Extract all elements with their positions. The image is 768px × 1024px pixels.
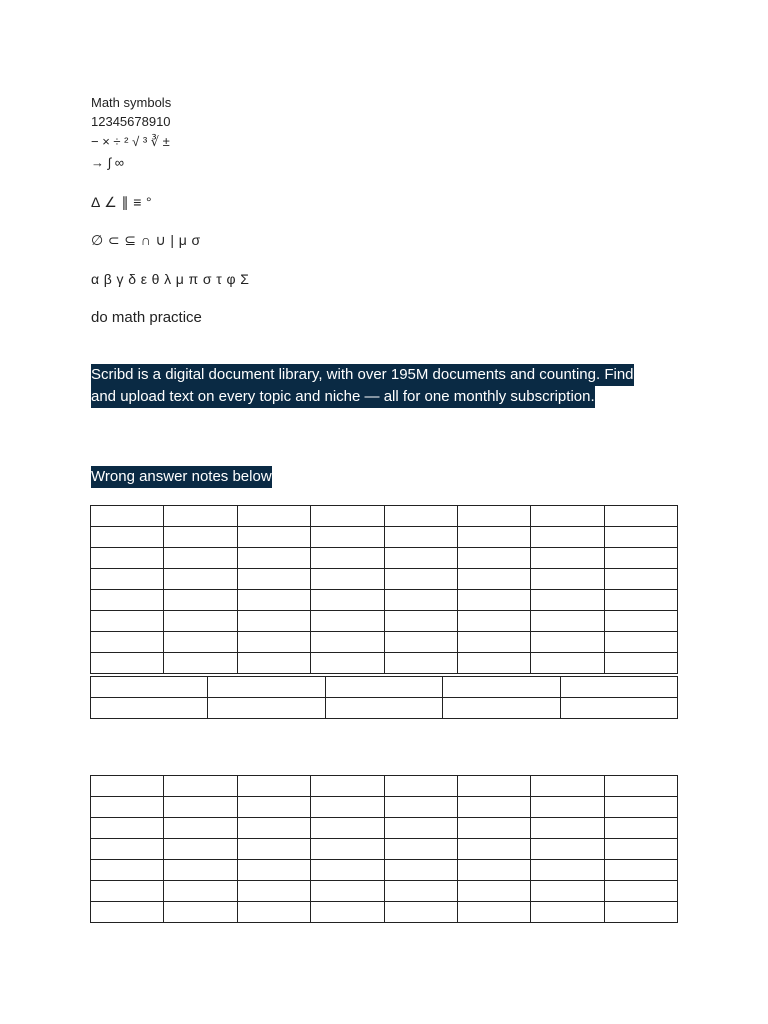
table-row bbox=[91, 632, 678, 653]
table-cell bbox=[604, 611, 677, 632]
table-cell bbox=[384, 548, 457, 569]
table-cell bbox=[384, 653, 457, 674]
table-cell bbox=[604, 776, 677, 797]
table-cell bbox=[164, 818, 237, 839]
table-cell bbox=[311, 776, 384, 797]
section-heading bbox=[91, 469, 272, 484]
table-cell bbox=[237, 653, 310, 674]
table-cell bbox=[311, 881, 384, 902]
table-row bbox=[91, 839, 678, 860]
table-cell bbox=[604, 860, 677, 881]
table-cell bbox=[531, 569, 604, 590]
table-cell bbox=[457, 527, 530, 548]
table-cell bbox=[560, 698, 677, 719]
table-cell bbox=[604, 818, 677, 839]
table-cell bbox=[384, 776, 457, 797]
wrong-answer-table-2 bbox=[90, 775, 678, 923]
table-cell bbox=[91, 653, 164, 674]
digits-line: 12345678910 bbox=[91, 114, 171, 129]
table-cell bbox=[164, 653, 237, 674]
table-cell bbox=[237, 611, 310, 632]
table-cell bbox=[457, 569, 530, 590]
table-cell bbox=[531, 902, 604, 923]
table-cell bbox=[91, 548, 164, 569]
table-cell bbox=[237, 881, 310, 902]
table-cell bbox=[384, 839, 457, 860]
table-cell bbox=[164, 902, 237, 923]
table-row bbox=[91, 776, 678, 797]
table-cell bbox=[164, 839, 237, 860]
table-cell bbox=[237, 818, 310, 839]
table-cell bbox=[164, 506, 237, 527]
table-cell bbox=[604, 569, 677, 590]
table-cell bbox=[531, 881, 604, 902]
table-cell bbox=[531, 590, 604, 611]
table-cell bbox=[237, 839, 310, 860]
table-cell bbox=[311, 506, 384, 527]
table-cell bbox=[91, 590, 164, 611]
table-cell bbox=[91, 797, 164, 818]
table-row bbox=[91, 860, 678, 881]
table-cell bbox=[457, 506, 530, 527]
highlighted-paragraph-line-2 bbox=[91, 389, 595, 404]
table-cell bbox=[384, 902, 457, 923]
table-row bbox=[91, 698, 678, 719]
table-cell bbox=[384, 818, 457, 839]
table-cell bbox=[237, 548, 310, 569]
table-cell bbox=[91, 698, 208, 719]
table-cell bbox=[325, 677, 442, 698]
table-cell bbox=[443, 698, 560, 719]
table-cell bbox=[384, 881, 457, 902]
table-cell bbox=[384, 590, 457, 611]
table-cell bbox=[531, 632, 604, 653]
set-symbols-line: ∅ ⊂ ⊆ ∩ ∪ | μ σ bbox=[91, 232, 201, 248]
table-cell bbox=[91, 902, 164, 923]
table-cell bbox=[91, 860, 164, 881]
table-cell bbox=[604, 902, 677, 923]
table-cell bbox=[457, 611, 530, 632]
table-cell bbox=[311, 653, 384, 674]
table-cell bbox=[91, 818, 164, 839]
highlight-text: Scribd is a digital document library, with over 195M documents and counting. Find bbox=[91, 364, 634, 386]
table-cell bbox=[91, 677, 208, 698]
table-cell bbox=[384, 569, 457, 590]
table-cell bbox=[384, 632, 457, 653]
table-cell bbox=[237, 902, 310, 923]
table-cell bbox=[457, 776, 530, 797]
table-cell bbox=[531, 860, 604, 881]
table-cell bbox=[164, 527, 237, 548]
table-cell bbox=[604, 548, 677, 569]
table-cell bbox=[237, 590, 310, 611]
table-cell bbox=[237, 632, 310, 653]
table-cell bbox=[604, 590, 677, 611]
table-cell bbox=[604, 881, 677, 902]
table-cell bbox=[457, 653, 530, 674]
table-cell bbox=[164, 881, 237, 902]
table-cell bbox=[311, 527, 384, 548]
table-cell bbox=[384, 797, 457, 818]
table-cell bbox=[531, 611, 604, 632]
table-cell bbox=[91, 776, 164, 797]
table-cell bbox=[457, 797, 530, 818]
table-cell bbox=[531, 653, 604, 674]
table-row bbox=[91, 677, 678, 698]
table-cell bbox=[604, 797, 677, 818]
table-cell bbox=[164, 590, 237, 611]
table-cell bbox=[164, 569, 237, 590]
table-cell bbox=[91, 569, 164, 590]
wrong-answer-table-1-footer bbox=[90, 676, 678, 719]
table-cell bbox=[237, 860, 310, 881]
table-cell bbox=[531, 839, 604, 860]
table-cell bbox=[457, 818, 530, 839]
table-cell bbox=[457, 839, 530, 860]
highlight-text: Wrong answer notes below bbox=[91, 466, 272, 488]
table-cell bbox=[604, 653, 677, 674]
table-cell bbox=[237, 776, 310, 797]
table-cell bbox=[311, 797, 384, 818]
table-cell bbox=[237, 569, 310, 590]
table-cell bbox=[311, 839, 384, 860]
table-row bbox=[91, 590, 678, 611]
table-cell bbox=[457, 548, 530, 569]
table-cell bbox=[164, 797, 237, 818]
table-cell bbox=[604, 839, 677, 860]
table-cell bbox=[237, 506, 310, 527]
table-cell bbox=[604, 506, 677, 527]
doc-title: Math symbols bbox=[91, 95, 172, 110]
table-row bbox=[91, 548, 678, 569]
table-cell bbox=[91, 506, 164, 527]
table-cell bbox=[164, 548, 237, 569]
calculus-symbols-line: → ∫ ∞ bbox=[91, 155, 125, 170]
table-row bbox=[91, 506, 678, 527]
table-cell bbox=[237, 527, 310, 548]
table-cell bbox=[164, 860, 237, 881]
table-cell bbox=[208, 677, 325, 698]
table-cell bbox=[604, 527, 677, 548]
wrong-answer-table-1 bbox=[90, 505, 678, 674]
table-cell bbox=[457, 902, 530, 923]
table-cell bbox=[311, 860, 384, 881]
table-row bbox=[91, 527, 678, 548]
practice-note: do math practice bbox=[91, 309, 202, 326]
table-row bbox=[91, 902, 678, 923]
highlighted-paragraph-line-1 bbox=[91, 367, 634, 382]
table-cell bbox=[311, 632, 384, 653]
table-cell bbox=[311, 590, 384, 611]
table-cell bbox=[384, 611, 457, 632]
table-cell bbox=[457, 860, 530, 881]
table-cell bbox=[531, 527, 604, 548]
table-cell bbox=[457, 881, 530, 902]
table-row bbox=[91, 611, 678, 632]
table-row bbox=[91, 569, 678, 590]
table-cell bbox=[91, 611, 164, 632]
table-cell bbox=[311, 611, 384, 632]
table-cell bbox=[164, 776, 237, 797]
table-cell bbox=[208, 698, 325, 719]
table-cell bbox=[237, 797, 310, 818]
table-row bbox=[91, 818, 678, 839]
greek-letters-line: α β γ δ ε θ λ μ π σ τ φ Σ bbox=[91, 271, 250, 287]
table-cell bbox=[531, 506, 604, 527]
table-row bbox=[91, 797, 678, 818]
table-cell bbox=[311, 818, 384, 839]
table-cell bbox=[91, 881, 164, 902]
table-cell bbox=[384, 527, 457, 548]
table-cell bbox=[531, 797, 604, 818]
table-cell bbox=[311, 902, 384, 923]
table-cell bbox=[311, 569, 384, 590]
table-cell bbox=[560, 677, 677, 698]
table-row bbox=[91, 881, 678, 902]
table-cell bbox=[457, 590, 530, 611]
table-cell bbox=[531, 776, 604, 797]
operators-line: − × ÷ ² √ ³ ∛ ± bbox=[91, 134, 170, 149]
table-cell bbox=[311, 548, 384, 569]
table-cell bbox=[531, 548, 604, 569]
table-cell bbox=[325, 698, 442, 719]
table-cell bbox=[531, 818, 604, 839]
table-cell bbox=[384, 860, 457, 881]
table-cell bbox=[91, 527, 164, 548]
table-cell bbox=[457, 632, 530, 653]
highlight-text: and upload text on every topic and niche — all for one monthly subscription. bbox=[91, 386, 595, 408]
table-cell bbox=[91, 632, 164, 653]
table-cell bbox=[164, 611, 237, 632]
table-cell bbox=[443, 677, 560, 698]
table-cell bbox=[604, 632, 677, 653]
table-cell bbox=[164, 632, 237, 653]
table-cell bbox=[384, 506, 457, 527]
table-row bbox=[91, 653, 678, 674]
table-cell bbox=[91, 839, 164, 860]
geometry-symbols-line: Δ ∠ ∥ ≡ ° bbox=[91, 194, 153, 210]
